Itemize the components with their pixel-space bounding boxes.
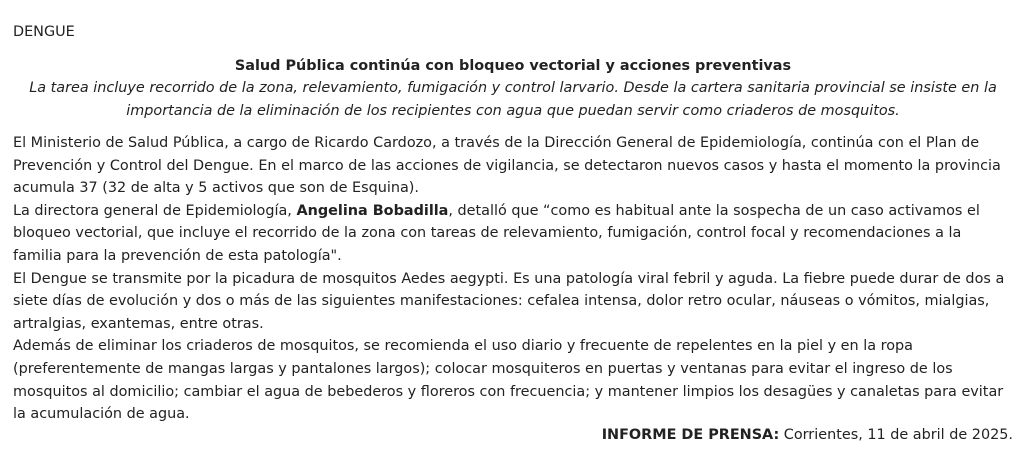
paragraph-2-intro: La directora general de Epidemiología,	[13, 202, 297, 219]
section-label: DENGUE	[13, 24, 75, 40]
article-headline: Salud Pública continúa con bloqueo vectorial y acciones preventivas	[234, 58, 792, 74]
body-paragraph-4: Además de eliminar los criaderos de mosquitos, se recomienda el uso diario y frecuente de repelentes en la piel y en la ropa (preferentemente de mangas largas y pantalones largos); colocar mosquiteros en puertas y ventanas para evitar el ingreso de los mosquitos al domicilio; cambiar el agua de bebederos y floreros con frecuencia; y mantener limpios los desagües y canaletas para evitar la acumulación de agua.	[13, 338, 1004, 423]
body-paragraph-1: El Ministerio de Salud Pública, a cargo de Ricardo Cardozo, a través de la Dirección General de Epidemiología, continúa con el Plan de Prevención y Control del Dengue. En el marco de las acciones de vigilancia, se detectaron nuevos casos y hasta el momento la provincia acumula 37 (32 de alta y 5 activos que son de Esquina).	[13, 135, 1001, 197]
press-signature	[602, 424, 1013, 446]
body-paragraph-2	[13, 200, 1013, 268]
signature-text: Corrientes, 11 de abril de 2025.	[779, 427, 1013, 443]
body-paragraph-3: El Dengue se transmite por la picadura de mosquitos Aedes aegypti. Es una patología viral febril y aguda. La fiebre puede durar de dos a siete días de evolución y dos o más de las siguientes manifestaciones: cefalea intensa, dolor retro ocular, náuseas o vómitos, mialgias, artralgias, exantemas, entre otras.	[13, 270, 1005, 332]
article-lede: La tarea incluye recorrido de la zona, relevamiento, fumigación y control larvario. Desde la cartera sanitaria provincial se insiste en la importancia de la eliminación de los recipientes con agua que puedan servir como criaderos de mosquitos.	[29, 80, 997, 119]
article-body	[13, 132, 1013, 426]
director-name: Angelina Bobadilla	[296, 202, 449, 219]
paragraph-2-quote: , detalló que “como es habitual ante la sospecha de un caso activamos el bloqueo vectorial, que incluye el recorrido de la zona con tareas de relevamiento, fumigación, control focal y recomendaciones a la familia para la prevención de esta patología".	[13, 202, 980, 264]
signature-label: INFORME DE PRENSA:	[601, 427, 780, 443]
